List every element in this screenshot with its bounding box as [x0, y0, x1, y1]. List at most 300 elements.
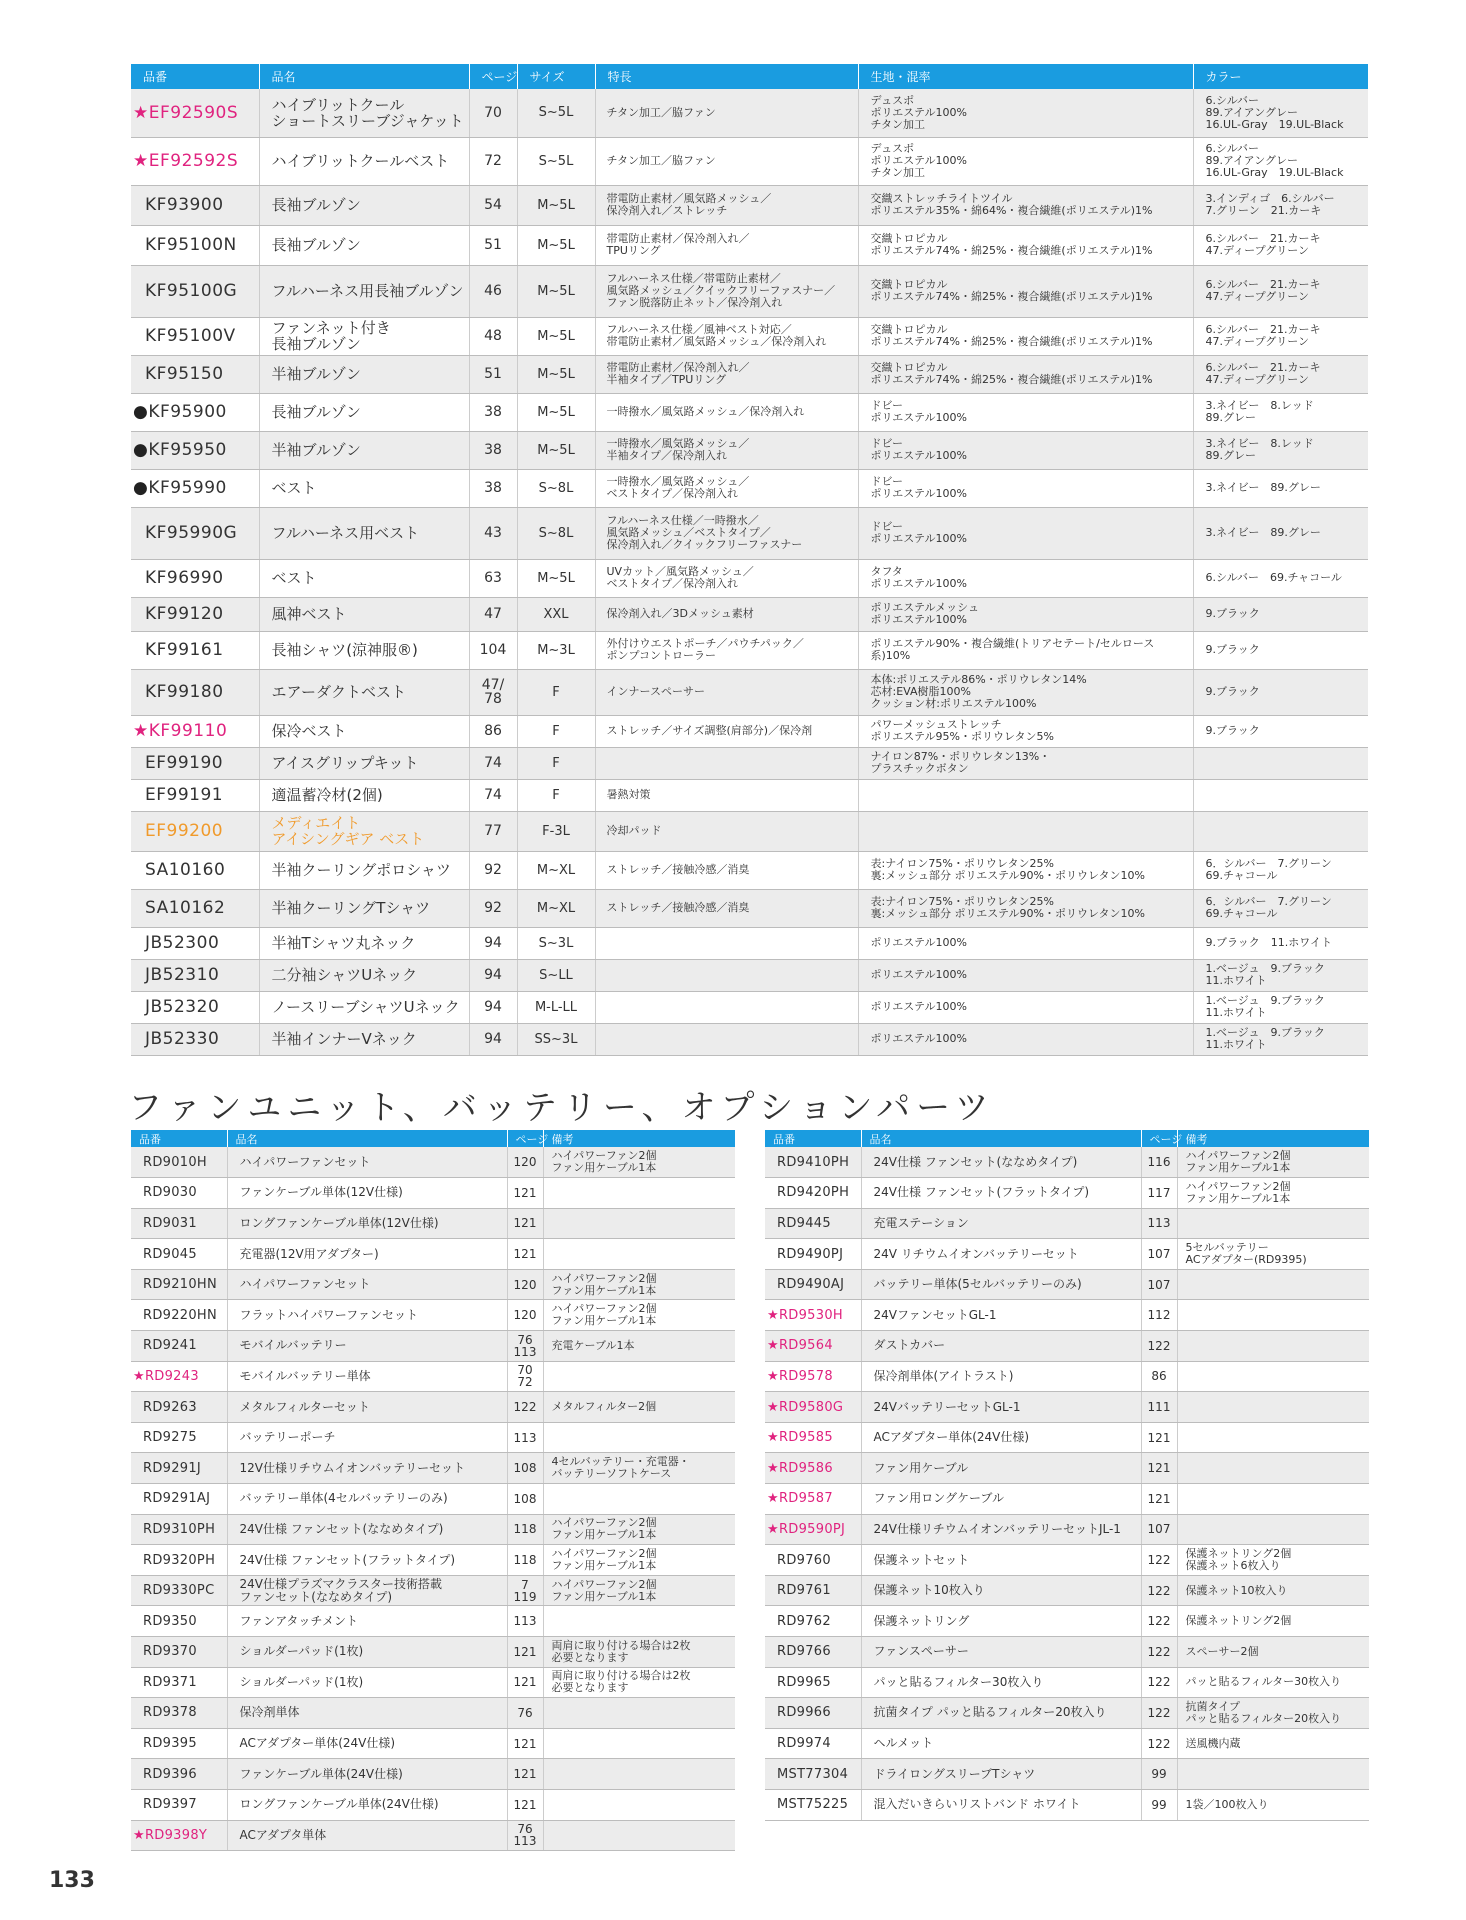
part-note: [1177, 1545, 1369, 1576]
product-size: M-L-LL: [517, 991, 595, 1023]
product-name: ハイブリットクールベスト: [259, 137, 469, 185]
part-code: [131, 1789, 227, 1820]
product-name: 適温蓄冷材(2個): [259, 779, 469, 811]
text-line: 16.UL-Gray 19.UL-Black: [1205, 117, 1344, 131]
product-fabric: [858, 431, 1193, 469]
part-note: [1177, 1698, 1369, 1729]
new-star-mark: ★: [767, 1307, 779, 1323]
part-page: 122: [507, 1392, 543, 1423]
parts-left-body: [131, 1147, 735, 1851]
product-colors: [1193, 137, 1368, 185]
parts-row: [765, 1422, 1369, 1453]
product-name: 保冷ベスト: [259, 715, 469, 747]
parts-row: [765, 1484, 1369, 1515]
part-code: [131, 1239, 227, 1270]
text-line: 6.シルバー 21.カーキ: [1205, 232, 1321, 245]
part-note: [543, 1269, 735, 1300]
part-name: [227, 1575, 507, 1606]
part-note: 保護ネット10枚入り: [1177, 1575, 1369, 1606]
parts-row: [765, 1239, 1369, 1270]
text-line: 6．シルバー 7.グリーン: [1205, 895, 1332, 908]
header-code: 品番: [131, 64, 259, 89]
text-line: 裏:メッシュ部分 ポリエステル90%・ポリウレタン10%: [870, 907, 1145, 920]
part-note: [543, 1575, 735, 1606]
text-line: ベストタイプ／保冷剤入れ: [606, 577, 738, 590]
part-page: 121: [507, 1759, 543, 1790]
table-row: [131, 747, 1368, 779]
part-page: 121: [1141, 1453, 1177, 1484]
part-note: 1袋／100枚入り: [1177, 1789, 1369, 1820]
product-code: [131, 225, 259, 265]
part-page: 122: [1141, 1575, 1177, 1606]
product-name: 半袖クーリングTシャツ: [259, 889, 469, 927]
text-line: 76: [517, 1332, 533, 1347]
text-line: ポリエステル74%・綿25%・複合繊維(ポリエステル)1%: [870, 373, 1153, 386]
product-features: ストレッチ／接触冷感／消臭: [595, 851, 858, 889]
text-line: 3.ネイビー 8.レッド: [1205, 399, 1314, 412]
parts-row: [765, 1667, 1369, 1698]
text-line: 保冷剤入れ／ストレッチ: [606, 204, 728, 217]
text-line: 3.インディゴ 6.シルバー: [1205, 192, 1335, 205]
part-note: [1177, 1453, 1369, 1484]
part-code: [131, 1331, 227, 1362]
product-code-text: EF92590S: [148, 102, 239, 123]
part-page: 121: [507, 1728, 543, 1759]
part-name: フラットハイパワーファンセット: [227, 1300, 507, 1331]
parts-row: [765, 1606, 1369, 1637]
product-features: [595, 559, 858, 597]
part-code: [765, 1392, 861, 1423]
new-star-mark: ★: [133, 1368, 145, 1384]
text-line: 11.ホワイト: [1205, 974, 1267, 987]
product-features: チタン加工／脇ファン: [595, 89, 858, 137]
product-features: [595, 431, 858, 469]
table-row: [131, 779, 1368, 811]
product-name: [259, 89, 469, 137]
part-code-text: RD9320PH: [143, 1552, 216, 1568]
part-code-text: RD9275: [143, 1430, 197, 1446]
product-colors: [1193, 317, 1368, 355]
product-code: [131, 715, 259, 747]
product-colors: 3.ネイビー 89.グレー: [1193, 469, 1368, 507]
part-code: [131, 1820, 227, 1851]
product-code: [131, 265, 259, 317]
product-fabric: [858, 889, 1193, 927]
part-note: [1177, 1422, 1369, 1453]
part-name: モバイルバッテリー単体: [227, 1361, 507, 1392]
part-page: 122: [1141, 1637, 1177, 1668]
part-name: ロングファンケーブル単体(24V仕様): [227, 1789, 507, 1820]
part-code-text: RD9766: [777, 1644, 831, 1660]
parts-row: [131, 1575, 735, 1606]
text-line: 119: [513, 1589, 537, 1604]
text-line: 一時撥水／風気路メッシュ／: [606, 437, 750, 450]
part-note: メタルフィルター2個: [543, 1392, 735, 1423]
text-line: 89.アイアングレー: [1205, 154, 1299, 167]
part-code-text: RD9420PH: [777, 1185, 850, 1201]
text-line: 必要となります: [551, 1650, 629, 1664]
part-code: [131, 1514, 227, 1545]
product-features: [595, 959, 858, 991]
text-line: 裏:メッシュ部分 ポリエステル90%・ポリウレタン10%: [870, 869, 1145, 882]
part-code: [131, 1606, 227, 1637]
text-line: 風気路メッシュ／ベストタイプ／: [606, 526, 771, 539]
part-code-text: RD9966: [777, 1705, 831, 1721]
text-line: 76: [517, 1822, 533, 1837]
product-page: 47: [469, 597, 517, 631]
part-page: 121: [507, 1178, 543, 1209]
parts-row: [765, 1392, 1369, 1423]
part-page: [507, 1820, 543, 1851]
text-line: 6．シルバー 7.グリーン: [1205, 857, 1332, 870]
product-size: F: [517, 747, 595, 779]
product-code: [131, 431, 259, 469]
parts-row: [765, 1453, 1369, 1484]
product-colors: [1193, 225, 1368, 265]
part-name: ハイパワーファンセット: [227, 1269, 507, 1300]
part-page: 113: [1141, 1208, 1177, 1239]
text-line: フルハーネス仕様／一時撥水／: [606, 514, 759, 527]
table-row: [131, 265, 1368, 317]
part-code: [131, 1208, 227, 1239]
product-colors: [1193, 393, 1368, 431]
part-note: [543, 1789, 735, 1820]
product-size: F: [517, 779, 595, 811]
text-line: ハイパワーファン2個: [551, 1302, 657, 1316]
product-features: [595, 991, 858, 1023]
part-name: ドライロングスリーブTシャツ: [861, 1759, 1141, 1790]
text-line: フルハーネス仕様／帯電防止素材／: [606, 272, 781, 285]
text-line: ハイパワーファン2個: [551, 1577, 657, 1591]
product-page: 92: [469, 889, 517, 927]
part-code-text: RD9974: [777, 1736, 831, 1752]
product-colors: 3.ネイビー 89.グレー: [1193, 507, 1368, 559]
text-line: デュスポ: [870, 93, 915, 107]
text-line: 風気路メッシュ／クイックフリーファスナー／: [606, 284, 836, 297]
text-line: 89.グレー: [1205, 449, 1256, 462]
header-name: 品名: [861, 1130, 1141, 1147]
dot-mark: ●: [133, 478, 149, 498]
part-page: 117: [1141, 1178, 1177, 1209]
new-star-mark: ★: [133, 721, 149, 741]
text-line: ファンセット(ななめタイプ): [239, 1589, 393, 1604]
part-page: 122: [1141, 1606, 1177, 1637]
part-code-text: RD9220HN: [143, 1307, 218, 1323]
text-line: 帯電防止素材／風気路メッシュ／: [606, 192, 772, 205]
part-page: 121: [507, 1239, 543, 1270]
header-note: 備考: [543, 1130, 735, 1147]
text-line: 6.シルバー 21.カーキ: [1205, 278, 1321, 291]
part-code: [765, 1606, 861, 1637]
text-line: 長袖ブルゾン: [271, 335, 361, 353]
parts-row: [765, 1269, 1369, 1300]
part-name: ファンスペーサー: [861, 1637, 1141, 1668]
text-line: チタン加工: [870, 166, 925, 179]
header-colors: カラー: [1193, 64, 1368, 89]
table-row: [131, 889, 1368, 927]
part-code: [765, 1484, 861, 1515]
dot-mark: ●: [133, 440, 149, 460]
part-note: [1177, 1392, 1369, 1423]
part-note: [1177, 1178, 1369, 1209]
parts-row: [131, 1606, 735, 1637]
product-code-text: KF95950: [148, 440, 227, 460]
product-code-text: KF99161: [145, 640, 224, 660]
part-code-text: RD9241: [143, 1338, 197, 1354]
header-code: 品番: [131, 1130, 227, 1147]
text-line: ベストタイプ／保冷剤入れ: [606, 487, 738, 500]
part-code-text: RD9291AJ: [143, 1491, 211, 1507]
product-features: [595, 631, 858, 669]
part-code: [131, 1147, 227, 1178]
table-row: [131, 851, 1368, 889]
part-note: [1177, 1514, 1369, 1545]
part-page: 120: [507, 1147, 543, 1178]
text-line: 交織トロピカル: [870, 278, 948, 291]
table-row: [131, 89, 1368, 137]
text-line: 必要となります: [551, 1681, 629, 1695]
product-code-text: KF95100V: [145, 326, 236, 346]
text-line: 交織トロピカル: [870, 361, 948, 374]
part-code-text: RD9330PC: [143, 1583, 215, 1599]
part-note: [543, 1759, 735, 1790]
product-code-text: EF99191: [145, 785, 224, 805]
product-features: [595, 927, 858, 959]
text-line: ハイパワーファン2個: [1185, 1179, 1291, 1193]
product-size: M~5L: [517, 265, 595, 317]
part-code-text: RD9578: [778, 1368, 833, 1384]
product-features: 保冷剤入れ／3Dメッシュ素材: [595, 597, 858, 631]
part-name: ロングファンケーブル単体(12V仕様): [227, 1208, 507, 1239]
part-code: [765, 1208, 861, 1239]
table-row: [131, 355, 1368, 393]
text-line: ポリエステル95%・ポリウレタン5%: [870, 730, 1054, 743]
table-row: [131, 597, 1368, 631]
product-features: ストレッチ／接触冷感／消臭: [595, 889, 858, 927]
product-size: M~3L: [517, 631, 595, 669]
product-page: 38: [469, 469, 517, 507]
part-page: 108: [507, 1484, 543, 1515]
text-line: ハイパワーファン2個: [551, 1149, 657, 1163]
product-page: 54: [469, 185, 517, 225]
part-code: [131, 1575, 227, 1606]
part-note: [543, 1606, 735, 1637]
part-code-text: RD9243: [144, 1368, 199, 1384]
table-row: [131, 137, 1368, 185]
text-line: ファン脱落防止ネット／保冷剤入れ: [606, 296, 783, 309]
product-features: 暑熱対策: [595, 779, 858, 811]
product-code: [131, 779, 259, 811]
text-line: フルハーネス仕様／風神ベスト対応／: [606, 323, 792, 336]
part-note: [543, 1178, 735, 1209]
part-note: 保護ネットリング2個: [1177, 1606, 1369, 1637]
new-star-mark: ★: [767, 1521, 779, 1537]
part-page: 122: [1141, 1728, 1177, 1759]
text-line: 表:ナイロン75%・ポリウレタン25%: [870, 895, 1054, 908]
text-line: 交織トロピカル: [870, 232, 948, 245]
part-code-text: RD9045: [143, 1246, 197, 1262]
text-line: ドビー: [870, 475, 904, 488]
parts-row: [765, 1514, 1369, 1545]
text-line: 5セルバッテリー: [1185, 1241, 1269, 1255]
product-code-text: KF99120: [145, 604, 224, 624]
product-colors: [1193, 889, 1368, 927]
text-line: ファン用ケーブル1本: [551, 1314, 657, 1328]
parts-row: [131, 1269, 735, 1300]
header-size: サイズ: [517, 64, 595, 89]
product-colors: [1193, 811, 1368, 851]
product-code-text: SA10162: [145, 898, 226, 918]
product-size: M~5L: [517, 225, 595, 265]
part-name: ファン用ケーブル: [861, 1453, 1141, 1484]
part-page: 121: [1141, 1484, 1177, 1515]
part-code: [131, 1698, 227, 1729]
product-colors: [1193, 1023, 1368, 1055]
text-line: デュスポ: [870, 142, 915, 155]
part-name: ACアダプター単体(24V仕様): [227, 1728, 507, 1759]
new-star-mark: ★: [767, 1430, 779, 1446]
part-page: 107: [1141, 1239, 1177, 1270]
product-size: S~3L: [517, 927, 595, 959]
text-line: ファン用ケーブル1本: [551, 1528, 657, 1542]
part-name: ショルダーパッド(1枚): [227, 1667, 507, 1698]
part-code-text: RD9370: [143, 1644, 197, 1660]
product-features: [595, 469, 858, 507]
new-star-mark: ★: [133, 151, 149, 171]
part-code: [765, 1575, 861, 1606]
product-code-text: KF95150: [145, 364, 224, 384]
text-line: ACアダプター(RD9395): [1185, 1253, 1307, 1267]
text-line: UVカット／風気路メッシュ／: [606, 565, 754, 578]
part-note: [543, 1484, 735, 1515]
text-line: ファン用ケーブル1本: [551, 1283, 657, 1297]
product-features: [595, 507, 858, 559]
parts-row: [131, 1178, 735, 1209]
product-features: [595, 225, 858, 265]
part-page: 122: [1141, 1698, 1177, 1729]
text-line: 保護ネット6枚入り: [1185, 1559, 1281, 1573]
product-features: [595, 355, 858, 393]
part-note: [543, 1361, 735, 1392]
product-size: M~5L: [517, 559, 595, 597]
part-name: 24VバッテリーセットGL-1: [861, 1392, 1141, 1423]
product-code: [131, 889, 259, 927]
product-colors: [1193, 959, 1368, 991]
part-page: 113: [507, 1606, 543, 1637]
text-line: 保冷剤入れ／クイックフリーファスナー: [606, 538, 803, 551]
product-page: 38: [469, 431, 517, 469]
product-name: フルハーネス用長袖ブルゾン: [259, 265, 469, 317]
part-code-text: RD9395: [143, 1736, 197, 1752]
part-note: [1177, 1269, 1369, 1300]
product-name: 半袖ブルゾン: [259, 431, 469, 469]
product-code: [131, 1023, 259, 1055]
product-name: 長袖ブルゾン: [259, 393, 469, 431]
parts-row: [765, 1759, 1369, 1790]
text-line: 芯材:EVA樹脂100%: [870, 685, 971, 698]
part-code-text: RD9398Y: [144, 1827, 208, 1843]
product-code-text: KF99180: [145, 682, 224, 702]
product-colors: [1193, 779, 1368, 811]
product-page: 74: [469, 747, 517, 779]
part-note: [1177, 1759, 1369, 1790]
part-name: ファンアタッチメント: [227, 1606, 507, 1637]
text-line: 47.ディープグリーン: [1205, 244, 1310, 257]
product-page: 104: [469, 631, 517, 669]
product-name: アイスグリップキット: [259, 747, 469, 779]
part-code: [131, 1269, 227, 1300]
product-page: 94: [469, 1023, 517, 1055]
parts-row: [131, 1820, 735, 1851]
text-line: 69.チャコール: [1205, 869, 1278, 882]
product-features: ストレッチ／サイズ調整(肩部分)／保冷剤: [595, 715, 858, 747]
text-line: 89.アイアングレー: [1205, 105, 1299, 119]
part-code-text: RD9291J: [143, 1460, 202, 1476]
parts-row: [131, 1514, 735, 1545]
table-row: [131, 715, 1368, 747]
part-note: [1177, 1484, 1369, 1515]
part-code: [131, 1422, 227, 1453]
product-fabric: ポリエステル100%: [858, 959, 1193, 991]
text-line: 1.ベージュ 9.ブラック: [1205, 1026, 1325, 1039]
product-page: 92: [469, 851, 517, 889]
product-colors: [1193, 89, 1368, 137]
text-line: 24V仕様プラズマクラスター技術搭載: [239, 1576, 443, 1591]
part-code: [765, 1147, 861, 1178]
text-line: 本体:ポリエステル86%・ポリウレタン14%: [870, 673, 1087, 686]
text-line: 6.シルバー 21.カーキ: [1205, 323, 1321, 336]
product-size: F: [517, 715, 595, 747]
text-line: ポリエステルメッシュ: [870, 601, 979, 614]
product-code-text: KF99110: [148, 721, 228, 741]
text-line: TPUリング: [606, 244, 661, 257]
text-line: ファン用ケーブル1本: [551, 1559, 657, 1573]
header-name: 品名: [259, 64, 469, 89]
text-line: 7: [521, 1577, 529, 1592]
text-line: 表:ナイロン75%・ポリウレタン25%: [870, 857, 1054, 870]
part-name: ACアダプター単体(24V仕様): [861, 1422, 1141, 1453]
text-line: バッテリーソフトケース: [551, 1467, 672, 1481]
product-name: エアーダクトベスト: [259, 669, 469, 715]
part-code: [765, 1759, 861, 1790]
product-colors: 9.ブラック 11.ホワイト: [1193, 927, 1368, 959]
product-features: [595, 1023, 858, 1055]
new-star-mark: ★: [767, 1491, 779, 1507]
product-features: [595, 185, 858, 225]
part-code: [765, 1453, 861, 1484]
text-line: 6.シルバー: [1205, 93, 1259, 107]
product-page: 77: [469, 811, 517, 851]
part-note: [543, 1300, 735, 1331]
part-code-text: RD9564: [778, 1338, 833, 1354]
part-code: [765, 1667, 861, 1698]
product-size: M~XL: [517, 851, 595, 889]
text-line: 47.ディープグリーン: [1205, 290, 1310, 303]
product-fabric: [858, 559, 1193, 597]
part-name: 保護ネットリング: [861, 1606, 1141, 1637]
text-line: ファンネット付き: [271, 319, 391, 337]
text-line: チタン加工: [870, 117, 925, 131]
text-line: 6.シルバー 21.カーキ: [1205, 361, 1321, 374]
product-name: 半袖インナーVネック: [259, 1023, 469, 1055]
text-line: ポリエステル100%: [870, 154, 967, 167]
product-name: 長袖ブルゾン: [259, 225, 469, 265]
product-page: 94: [469, 959, 517, 991]
part-code-text: RD9580G: [778, 1399, 844, 1415]
part-note: [543, 1820, 735, 1851]
text-line: ポンプコントローラー: [606, 649, 716, 662]
product-spec-table: [131, 64, 1368, 1056]
